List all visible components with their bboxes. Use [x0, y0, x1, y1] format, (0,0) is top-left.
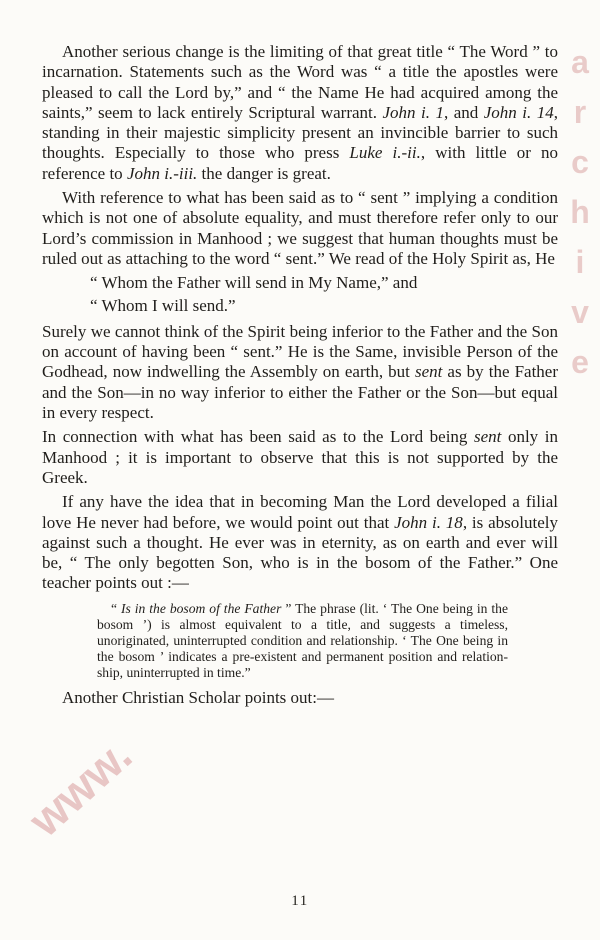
text-run: Another Christian Scholar points out:— [62, 687, 334, 707]
text-run: If any have the idea that in becoming Man the Lord developed a filial love He never had before, we would point out that [42, 492, 558, 532]
scripture-quote-group [42, 273, 558, 316]
teacher-blockquote [97, 601, 508, 681]
paragraph-spirit-not-inferior [42, 322, 558, 423]
text-run: as by the Father and the Son—in no way inferior to either the Father or the Son—but equal in every respect. [42, 362, 559, 423]
italic-text-run: John i. 18 [394, 512, 463, 532]
text-run: With reference to what has been said as to “ sent ” implying a condition which is not one of absolute equality, and must therefore refer only to our Lord’s commission in Manhood ; we suggest that human thoughts must be ruled out as attaching to the word “ sent.” We read of the Holy Spirit as, He [42, 188, 558, 268]
italic-text-run: Is in the bosom of the Father [120, 600, 282, 616]
text-run: the danger is great. [197, 163, 331, 183]
italic-text-run: John i.-iii. [126, 163, 198, 183]
text-run: Surely we cannot think of the Spirit being inferior to the Father and the Son on account of having been “ sent.” He is the Same, invisible Person of the Godhead, now indwelling the Assembly on earth, but [42, 321, 558, 382]
watermark-text: www. [18, 728, 142, 847]
text-run: , with little or no reference to [42, 143, 558, 183]
paragraph-sent-condition [42, 188, 558, 269]
italic-text-run: sent [414, 362, 443, 382]
text-run: ” The phrase (lit. ‘ The One being in the bosom ’) is almost equivalent to a title, and suggests a timeless, unoriginated, uninterrupted condition and relationship. ‘ The One being in the bosom ’ indicates a pre-existent and permanent position and relationship, uninterrupted in time.” [97, 600, 508, 680]
page-text-block [42, 42, 558, 712]
watermark-edge-text: archive [562, 44, 598, 394]
paragraph-filial-love [42, 492, 558, 593]
italic-text-run: Luke i.-ii. [349, 143, 421, 163]
text-run: “ Whom I will send.” [90, 295, 236, 315]
text-run: , standing in their majestic simplicity present an invincible barrier to such thoughts. Especially to those who press [42, 102, 559, 163]
text-run: , is absolutely against such a thought. He ever was in eternity, as on earth and ever will be, “ The only begotten Son, who is in the bosom of the Father.” One teacher points out :— [42, 512, 558, 593]
text-run: “ Whom the Father will send in My Name,” and [90, 273, 418, 293]
scripture-quote-line-2 [90, 296, 558, 316]
text-run: only in Manhood ; it is important to observe that this is not supported by the Greek. [42, 427, 558, 487]
italic-text-run: sent [474, 427, 502, 447]
italic-text-run: John i. 1 [382, 102, 444, 122]
paragraph-word-title [42, 42, 558, 184]
text-run: “ [111, 600, 121, 616]
scripture-quote-line-1 [90, 273, 558, 293]
text-run: In connection with what has been said as to the Lord being [42, 427, 474, 447]
text-run: , and [444, 102, 484, 122]
paragraph-christian-scholar [42, 688, 558, 708]
page-number: 11 [291, 893, 309, 909]
italic-text-run: John i. 14 [483, 102, 554, 122]
text-run: Another serious change is the limiting of that great title “ The Word ” to incarnation. Statements such as the Word was “ a title the apostles were pleased to call the Lord by,” and “ the Name He had acquired among the saints,” seem to lack entirely Scriptural warrant. [42, 42, 558, 122]
paragraph-greek-note [42, 427, 558, 488]
